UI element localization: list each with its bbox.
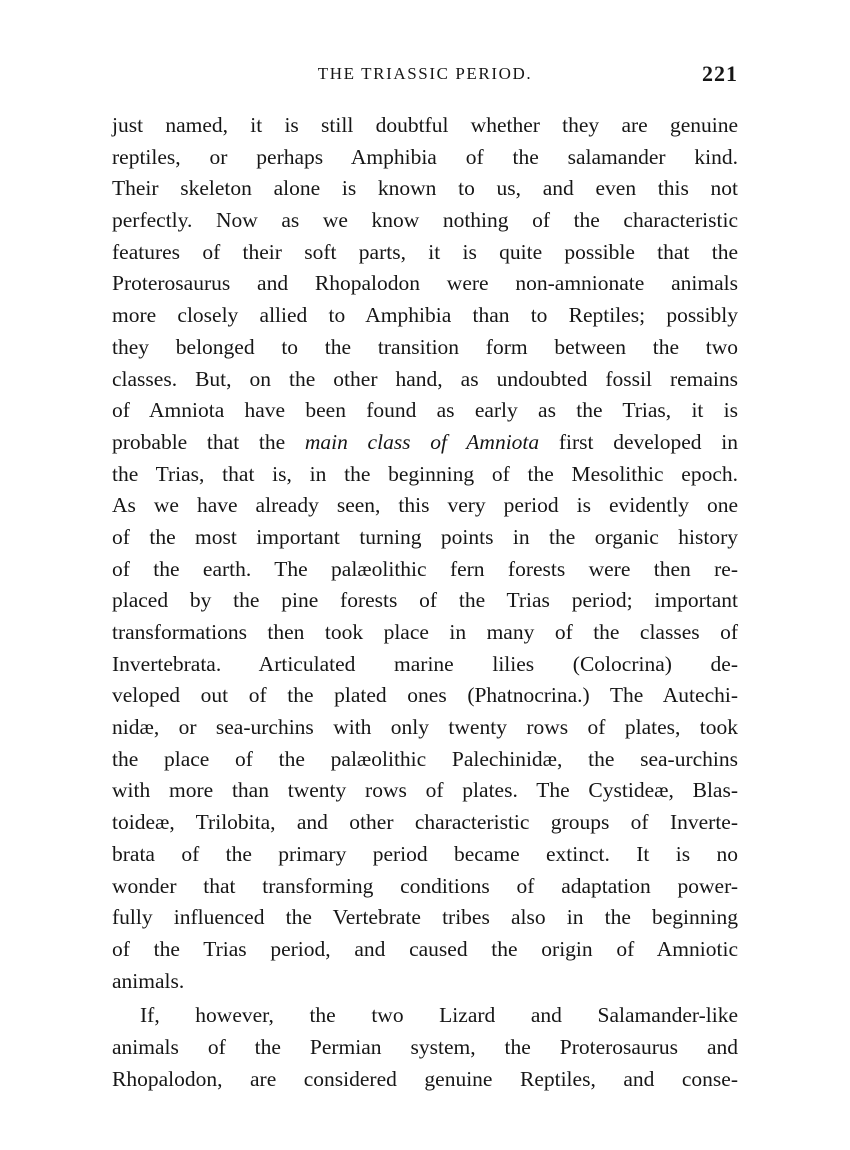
text-line: nidæ, or sea-urchins with only twenty rows of plates, took	[112, 715, 738, 740]
running-head	[112, 60, 738, 88]
text-line: of the Trias period, and caused the origin of Amniotic	[112, 936, 738, 961]
text-line: the Trias, that is, in the beginning of the Mesolithic epoch.	[112, 461, 738, 486]
text-run: first developed in	[539, 429, 738, 454]
page-number: 221	[702, 61, 738, 86]
text-line: Their skeleton alone is known to us, and even this not	[112, 176, 738, 201]
text-line: toideæ, Trilobita, and other characteristic groups of Inverte-	[112, 810, 738, 835]
text-line: veloped out of the plated ones (Phatnocrina.) The Autechi-	[112, 683, 738, 708]
text-line: Proterosaurus and Rhopalodon were non-amnionate animals	[112, 271, 738, 296]
text-line: If, however, the two Lizard and Salamander-like	[140, 1003, 738, 1028]
running-title: THE TRIASSIC PERIOD.	[317, 64, 533, 83]
text-line: Invertebrata. Articulated marine lilies (Colocrina) de-	[112, 651, 738, 676]
text-line: of the most important turning points in the organic history	[112, 524, 738, 549]
text-line: with more than twenty rows of plates. The Cystideæ, Blas-	[112, 778, 738, 803]
body-text	[112, 110, 738, 1095]
text-line: more closely allied to Amphibia than to Reptiles; possibly	[112, 303, 738, 328]
text-line: wonder that transforming conditions of adaptation power-	[112, 873, 738, 898]
text-line: animals of the Permian system, the Proterosaurus and	[112, 1034, 738, 1059]
text-line: just named, it is still doubtful whether they are genuine	[112, 113, 738, 137]
paragraph-2	[112, 1000, 738, 1095]
text-line: classes. But, on the other hand, as undoubted fossil remains	[112, 366, 738, 391]
text-line: they belonged to the transition form between the two	[112, 334, 738, 359]
text-line: perfectly. Now as we know nothing of the characteristic	[112, 208, 738, 233]
paragraph-1	[112, 110, 738, 997]
text-line: of the earth. The palæolithic fern forests were then re-	[112, 556, 738, 581]
text-line: placed by the pine forests of the Trias period; important	[112, 588, 738, 613]
text-line: the place of the palæolithic Palechinidæ, the sea-urchins	[112, 746, 738, 771]
italic-phrase: main class of Amniota	[304, 429, 540, 454]
text-line: brata of the primary period became extinct. It is no	[112, 841, 738, 866]
text-line: fully influenced the Vertebrate tribes also in the beginning	[112, 905, 738, 930]
text-line: Rhopalodon, are considered genuine Reptiles, and conse-	[112, 1066, 738, 1091]
text-line: features of their soft parts, it is quite possible that the	[112, 239, 738, 264]
text-line-with-italic	[112, 427, 738, 459]
text-run: probable that the	[112, 429, 305, 454]
text-line: of Amniota have been found as early as the Trias, it is	[112, 398, 738, 423]
text-line: animals.	[112, 968, 185, 993]
text-line: As we have already seen, this very period is evidently one	[112, 493, 738, 518]
text-line: reptiles, or perhaps Amphibia of the salamander kind.	[112, 144, 738, 169]
text-line: transformations then took place in many of the classes of	[112, 620, 738, 644]
